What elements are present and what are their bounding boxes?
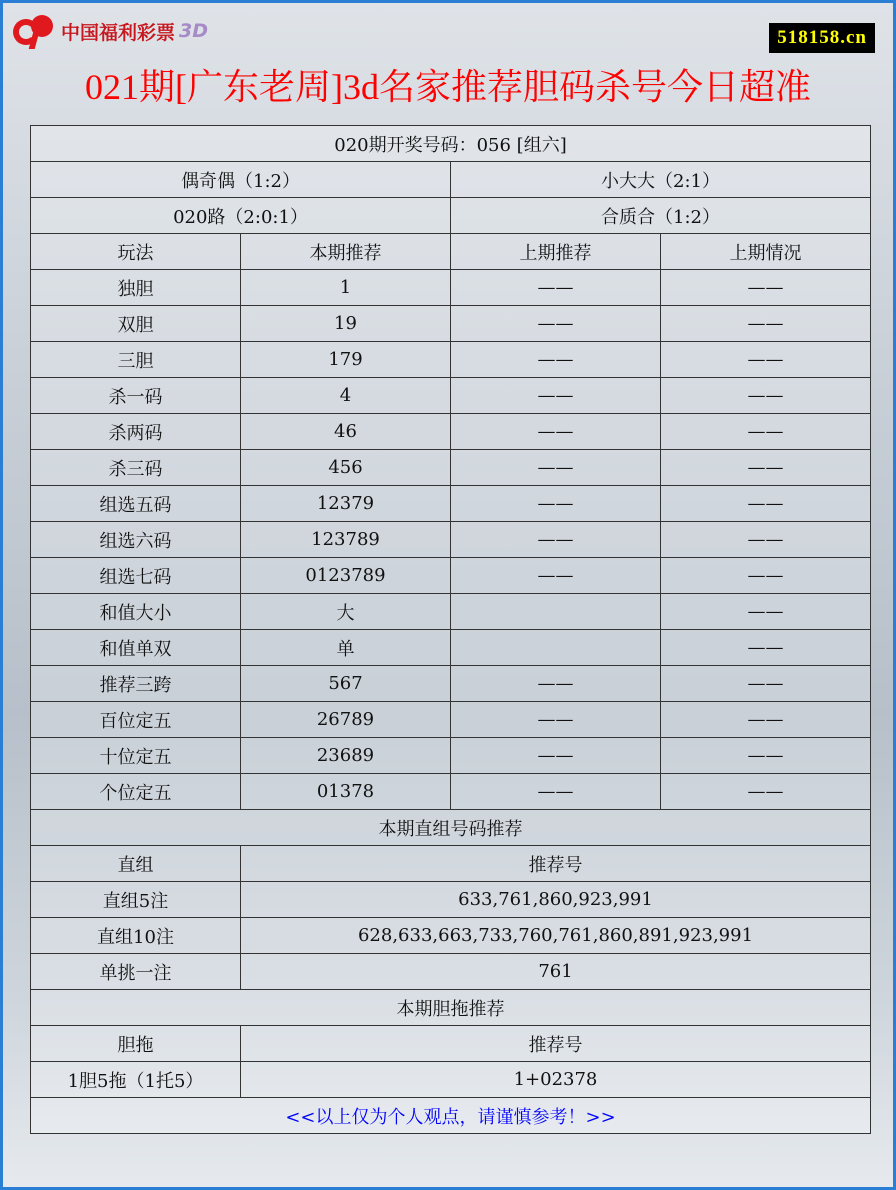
previous-recommendation: —— — [451, 486, 661, 522]
logo-3d: 3D — [179, 20, 209, 42]
play-cell: 独胆 — [31, 270, 241, 306]
previous-recommendation — [451, 630, 661, 666]
table-row — [31, 666, 871, 702]
play-cell: 百位定五 — [31, 702, 241, 738]
play-cell: 个位定五 — [31, 774, 241, 810]
direct-type: 直组10注 — [31, 918, 241, 954]
current-recommendation: 4 — [241, 378, 451, 414]
play-cell: 杀两码 — [31, 414, 241, 450]
draw-result: 020期开奖号码：056 [组六] — [31, 126, 871, 162]
previous-status: —— — [661, 666, 871, 702]
welfare-lottery-logo-icon — [13, 13, 57, 49]
previous-status: —— — [661, 270, 871, 306]
previous-status: —— — [661, 774, 871, 810]
header-row — [31, 234, 871, 270]
play-cell: 组选六码 — [31, 522, 241, 558]
previous-recommendation: —— — [451, 738, 661, 774]
previous-status: —— — [661, 558, 871, 594]
column-header: 本期推荐 — [241, 234, 451, 270]
footer-row — [31, 1098, 871, 1134]
current-recommendation: 456 — [241, 450, 451, 486]
dantuo-numbers: 1+02378 — [241, 1062, 871, 1098]
odd-even: 偶奇偶（1:2） — [31, 162, 451, 198]
site-badge: 518158.cn — [769, 23, 875, 53]
previous-recommendation: —— — [451, 306, 661, 342]
table-row — [31, 450, 871, 486]
direct-numbers: 761 — [241, 954, 871, 990]
table-row — [31, 378, 871, 414]
direct-type: 直组5注 — [31, 882, 241, 918]
previous-status: —— — [661, 378, 871, 414]
current-recommendation: 123789 — [241, 522, 451, 558]
play-cell: 三胆 — [31, 342, 241, 378]
column-header: 胆拖 — [31, 1026, 241, 1062]
table-row — [31, 1062, 871, 1098]
previous-status: —— — [661, 306, 871, 342]
previous-recommendation — [451, 594, 661, 630]
header-row — [31, 1026, 871, 1062]
current-recommendation: 大 — [241, 594, 451, 630]
column-header: 玩法 — [31, 234, 241, 270]
page-title: 021期[广东老周]3d名家推荐胆码杀号今日超准 — [85, 67, 811, 107]
section-title: 本期直组号码推荐 — [31, 810, 871, 846]
recommendation-table — [30, 125, 871, 1134]
current-recommendation: 46 — [241, 414, 451, 450]
play-cell: 组选五码 — [31, 486, 241, 522]
column-header: 上期情况 — [661, 234, 871, 270]
previous-status: —— — [661, 486, 871, 522]
current-recommendation: 26789 — [241, 702, 451, 738]
previous-recommendation: —— — [451, 558, 661, 594]
current-recommendation: 单 — [241, 630, 451, 666]
section-title-row — [31, 810, 871, 846]
previous-status: —— — [661, 342, 871, 378]
previous-recommendation: —— — [451, 378, 661, 414]
summary-row — [31, 198, 871, 234]
previous-status: —— — [661, 702, 871, 738]
table-row — [31, 594, 871, 630]
summary-row — [31, 162, 871, 198]
road: 020路（2:0:1） — [31, 198, 451, 234]
table-row — [31, 702, 871, 738]
table-row — [31, 342, 871, 378]
direct-numbers: 628,633,663,733,760,761,860,891,923,991 — [241, 918, 871, 954]
section-title: 本期胆拖推荐 — [31, 990, 871, 1026]
previous-recommendation: —— — [451, 666, 661, 702]
previous-status: —— — [661, 414, 871, 450]
play-cell: 杀一码 — [31, 378, 241, 414]
direct-type: 单挑一注 — [31, 954, 241, 990]
table-row — [31, 270, 871, 306]
header-row — [31, 846, 871, 882]
dantuo-type: 1胆5拖（1托5） — [31, 1062, 241, 1098]
table-row — [31, 414, 871, 450]
previous-recommendation: —— — [451, 774, 661, 810]
table-row — [31, 558, 871, 594]
current-recommendation: 19 — [241, 306, 451, 342]
table-row — [31, 882, 871, 918]
current-recommendation: 0123789 — [241, 558, 451, 594]
column-header: 推荐号 — [241, 1026, 871, 1062]
current-recommendation: 1 — [241, 270, 451, 306]
current-recommendation: 23689 — [241, 738, 451, 774]
current-recommendation: 01378 — [241, 774, 451, 810]
previous-status: —— — [661, 522, 871, 558]
table-row — [31, 522, 871, 558]
direct-numbers: 633,761,860,923,991 — [241, 882, 871, 918]
previous-recommendation: —— — [451, 522, 661, 558]
current-recommendation: 567 — [241, 666, 451, 702]
play-cell: 和值大小 — [31, 594, 241, 630]
previous-recommendation: —— — [451, 414, 661, 450]
lottery-logo — [13, 13, 208, 49]
column-header: 直组 — [31, 846, 241, 882]
logo-text: 中国福利彩票 — [61, 21, 176, 44]
current-recommendation: 179 — [241, 342, 451, 378]
table-row — [31, 630, 871, 666]
previous-recommendation: —— — [451, 342, 661, 378]
section-title-row — [31, 990, 871, 1026]
table-row — [31, 738, 871, 774]
table-row — [31, 774, 871, 810]
previous-status: —— — [661, 630, 871, 666]
previous-status: —— — [661, 738, 871, 774]
play-cell: 组选七码 — [31, 558, 241, 594]
current-recommendation: 12379 — [241, 486, 451, 522]
column-header: 上期推荐 — [451, 234, 661, 270]
table-row — [31, 954, 871, 990]
column-header: 推荐号 — [241, 846, 871, 882]
play-cell: 推荐三跨 — [31, 666, 241, 702]
play-cell: 十位定五 — [31, 738, 241, 774]
prime-composite: 合质合（1:2） — [451, 198, 871, 234]
previous-status: —— — [661, 594, 871, 630]
play-cell: 和值单双 — [31, 630, 241, 666]
table-row — [31, 486, 871, 522]
table-row — [31, 918, 871, 954]
draw-row — [31, 126, 871, 162]
previous-recommendation: —— — [451, 270, 661, 306]
big-small: 小大大（2:1） — [451, 162, 871, 198]
previous-recommendation: —— — [451, 450, 661, 486]
play-cell: 双胆 — [31, 306, 241, 342]
previous-status: —— — [661, 450, 871, 486]
disclaimer: <<以上仅为个人观点，请谨慎参考！>> — [31, 1098, 871, 1134]
table-row — [31, 306, 871, 342]
previous-recommendation: —— — [451, 702, 661, 738]
play-cell: 杀三码 — [31, 450, 241, 486]
